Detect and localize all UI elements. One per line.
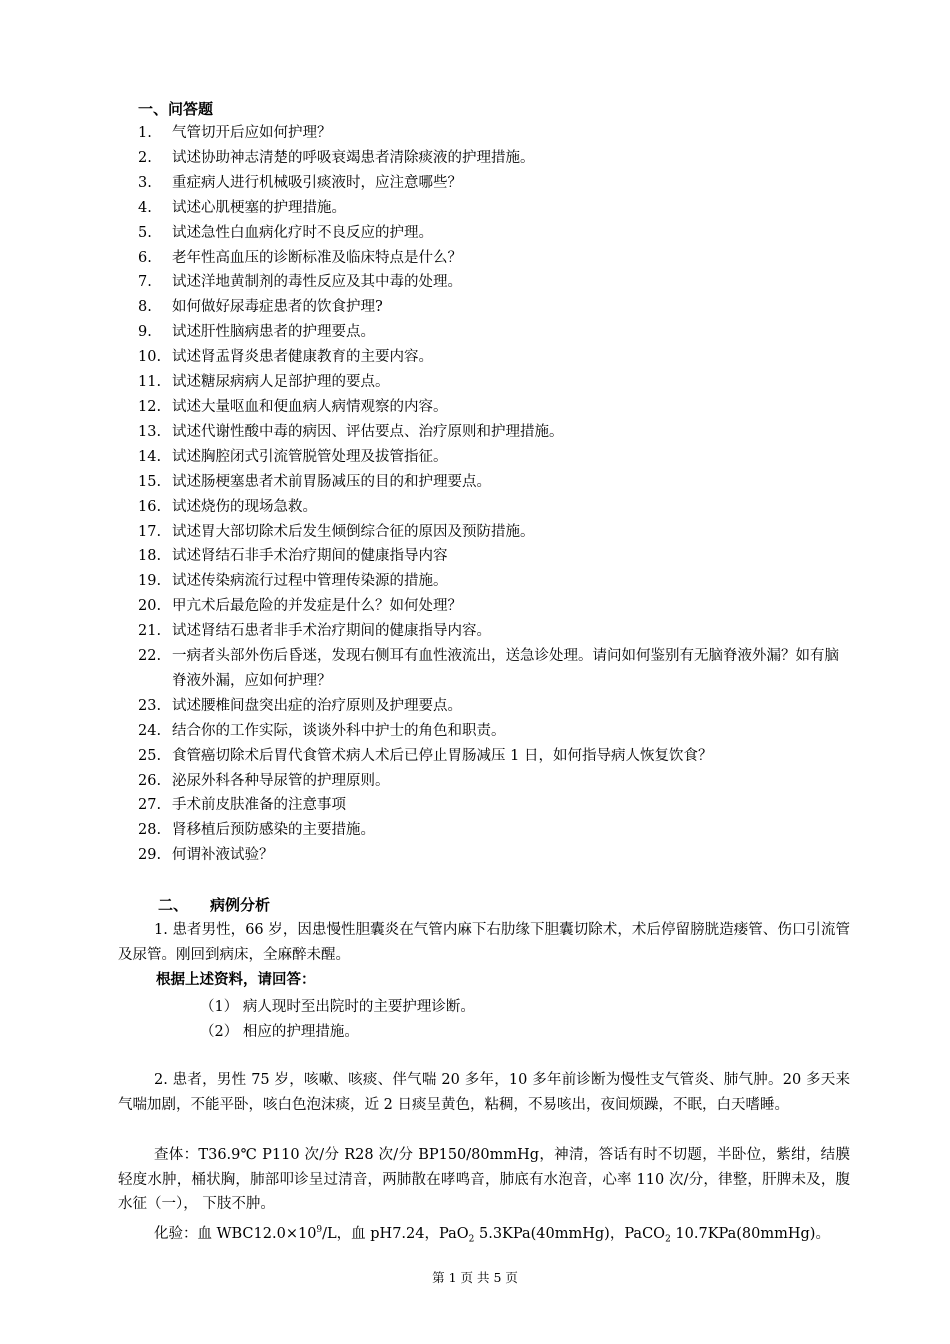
question-number: 22.	[138, 648, 162, 665]
case1-question-1: （1） 病人现时至出院时的主要护理诊断。	[200, 999, 475, 1015]
question-text: 结合你的工作实际，谈谈外科中护士的角色和职责。	[172, 722, 506, 739]
question-text: 试述肾结石非手术治疗期间的健康指导内容	[172, 548, 448, 565]
question-list	[0, 121, 950, 868]
question-number: 20.	[138, 598, 162, 615]
question-text: 试述肠梗塞患者术前胃肠减压的目的和护理要点。	[172, 473, 491, 490]
case2-history: 2. 患者，男性 75 岁，咳嗽、咳痰、伴气喘 20 多年，10 多年前诊断为慢性支气管炎、肺气肿。20 多天来气喘加剧，不能平卧，咳白色泡沫痰，近 2 日痰呈黄色，粘稠，不易咳出，夜间烦躁，不眠，白天嗜睡。	[118, 1072, 850, 1113]
question-text: 气管切开后应如何护理？	[172, 125, 332, 141]
question-number: 1.	[138, 125, 152, 141]
question-item	[0, 644, 950, 694]
question-item	[0, 719, 950, 744]
question-text: 试述肾盂肾炎患者健康教育的主要内容。	[172, 349, 433, 366]
question-item	[0, 295, 950, 320]
section2-heading	[158, 894, 270, 915]
question-number: 28.	[138, 822, 162, 839]
question-number: 6.	[138, 249, 152, 266]
question-item	[0, 146, 950, 171]
question-text: 试述洋地黄制剂的毒性反应及其中毒的处理。	[172, 274, 462, 291]
question-number: 23.	[138, 697, 162, 714]
question-number: 26.	[138, 772, 162, 789]
question-item	[0, 793, 950, 818]
question-item	[0, 221, 950, 246]
lab-part-a: 化验：血 WBC12.0×10	[154, 1225, 317, 1242]
question-item	[0, 445, 950, 470]
question-text: 试述协助神志清楚的呼吸衰竭患者清除痰液的护理措施。	[172, 149, 535, 166]
question-number: 3.	[138, 174, 152, 191]
question-number: 19.	[138, 573, 162, 590]
question-number: 21.	[138, 623, 162, 640]
question-number: 10.	[138, 349, 162, 366]
question-text: 试述传染病流行过程中管理传染源的措施。	[172, 573, 448, 590]
question-item	[0, 470, 950, 495]
case2-exam: 查体：T36.9℃ P110 次/分 R28 次/分 BP150/80mmHg，神清，答话有时不切题，半卧位，紫绀，结膜轻度水肿，桶状胸，肺部叩诊呈过清音，两肺散在哮鸣音，肺底有水泡音，心率 110 次/分，律整，肝脾未及，腹水征（一）， 下肢不肿。	[118, 1147, 850, 1213]
question-item	[0, 121, 950, 146]
question-item	[0, 520, 950, 545]
question-item	[0, 818, 950, 843]
question-text: 试述急性白血病化疗时不良反应的护理。	[172, 224, 433, 241]
section1-title: 一、问答题	[138, 100, 214, 118]
question-number: 9.	[138, 324, 152, 341]
lab-sub-1: 2	[468, 1234, 475, 1245]
question-number: 11.	[138, 374, 162, 391]
question-text: 手术前皮肤准备的注意事项	[172, 797, 346, 814]
lab-sub-2: 2	[665, 1234, 671, 1245]
question-number: 25.	[138, 747, 162, 764]
case1-text: 1. 患者男性，66 岁，因患慢性胆囊炎在气管内麻下右肋缘下胆囊切除术，术后停留膀胱造瘘管、伤口引流管及尿管。刚回到病床，全麻醉未醒。	[118, 922, 850, 963]
question-number: 13.	[138, 423, 162, 440]
question-text: 试述糖尿病病人足部护理的要点。	[172, 374, 390, 391]
question-text: 老年性高血压的诊断标准及临床特点是什么？	[172, 249, 462, 266]
question-item	[0, 619, 950, 644]
question-text: 试述肾结石患者非手术治疗期间的健康指导内容。	[172, 623, 491, 640]
page-footer: 第 1 页 共 5 页	[432, 1270, 518, 1285]
question-item	[0, 320, 950, 345]
question-number: 16.	[138, 498, 162, 515]
question-text: 泌尿外科各种导尿管的护理原则。	[172, 772, 390, 789]
question-text: 试述烧伤的现场急救。	[172, 498, 317, 515]
question-text: 试述大量呕血和便血病人病情观察的内容。	[172, 398, 448, 415]
question-item	[0, 569, 950, 594]
question-item	[0, 370, 950, 395]
case1-prompt: 根据上述资料，请回答：	[156, 972, 316, 988]
question-item	[0, 270, 950, 295]
question-item	[0, 843, 950, 868]
question-number: 29.	[138, 847, 162, 864]
question-text: 如何做好尿毒症患者的饮食护理?	[172, 299, 383, 316]
question-item	[0, 495, 950, 520]
question-number: 7.	[138, 274, 152, 291]
question-number: 8.	[138, 299, 152, 316]
question-number: 18.	[138, 548, 162, 565]
question-number: 14.	[138, 448, 162, 465]
lab-sup: 9	[316, 1225, 323, 1235]
lab-part-d: 10.7KPa(80mmHg)。	[670, 1225, 830, 1242]
question-text: 试述胃大部切除术后发生倾倒综合征的原因及预防措施。	[172, 523, 535, 540]
question-item	[0, 395, 950, 420]
question-item	[0, 744, 950, 769]
lab-part-c: 5.3KPa(40mmHg)，PaCO	[474, 1225, 666, 1242]
case1-question-2: （2） 相应的护理措施。	[200, 1024, 359, 1040]
section2-title: 病例分析	[210, 896, 271, 914]
question-item	[0, 246, 950, 271]
question-number: 12.	[138, 398, 162, 415]
question-item	[0, 694, 950, 719]
question-text: 肾移植后预防感染的主要措施。	[172, 822, 375, 839]
question-number: 2.	[138, 149, 152, 166]
question-text: 甲亢术后最危险的并发症是什么？如何处理？	[172, 598, 462, 615]
question-item	[0, 171, 950, 196]
question-text: 试述肝性脑病患者的护理要点。	[172, 324, 375, 341]
question-number: 27.	[138, 797, 162, 814]
question-text: 一病者头部外伤后昏迷，发现右侧耳有血性液流出，送急诊处理。请问如何鉴别有无脑脊液外漏？如有脑脊液外漏，应如何护理？	[172, 648, 839, 689]
question-item	[0, 544, 950, 569]
question-item	[0, 345, 950, 370]
question-text: 试述腰椎间盘突出症的治疗原则及护理要点。	[172, 697, 462, 714]
question-text: 何谓补液试验？	[172, 847, 274, 864]
question-text: 试述心肌梗塞的护理措施。	[172, 199, 346, 216]
question-number: 5.	[138, 224, 152, 241]
question-number: 17.	[138, 523, 162, 540]
question-number: 24.	[138, 722, 162, 739]
case2-lab	[118, 1218, 850, 1252]
lab-part-b: /L，血 pH7.24，PaO	[322, 1225, 469, 1242]
question-text: 食管癌切除术后胃代食管术病人术后已停止胃肠减压 1 日，如何指导病人恢复饮食？	[172, 747, 713, 764]
question-text: 重症病人进行机械吸引痰液时，应注意哪些？	[172, 174, 462, 191]
section2-number: 二、	[158, 896, 189, 914]
question-number: 15.	[138, 473, 162, 490]
question-number: 4.	[138, 199, 152, 216]
question-item	[0, 196, 950, 221]
question-item	[0, 594, 950, 619]
question-item	[0, 420, 950, 445]
question-text: 试述代谢性酸中毒的病因、评估要点、治疗原则和护理措施。	[172, 423, 564, 440]
question-text: 试述胸腔闭式引流管脱管处理及拔管指征。	[172, 448, 448, 465]
question-item	[0, 769, 950, 794]
